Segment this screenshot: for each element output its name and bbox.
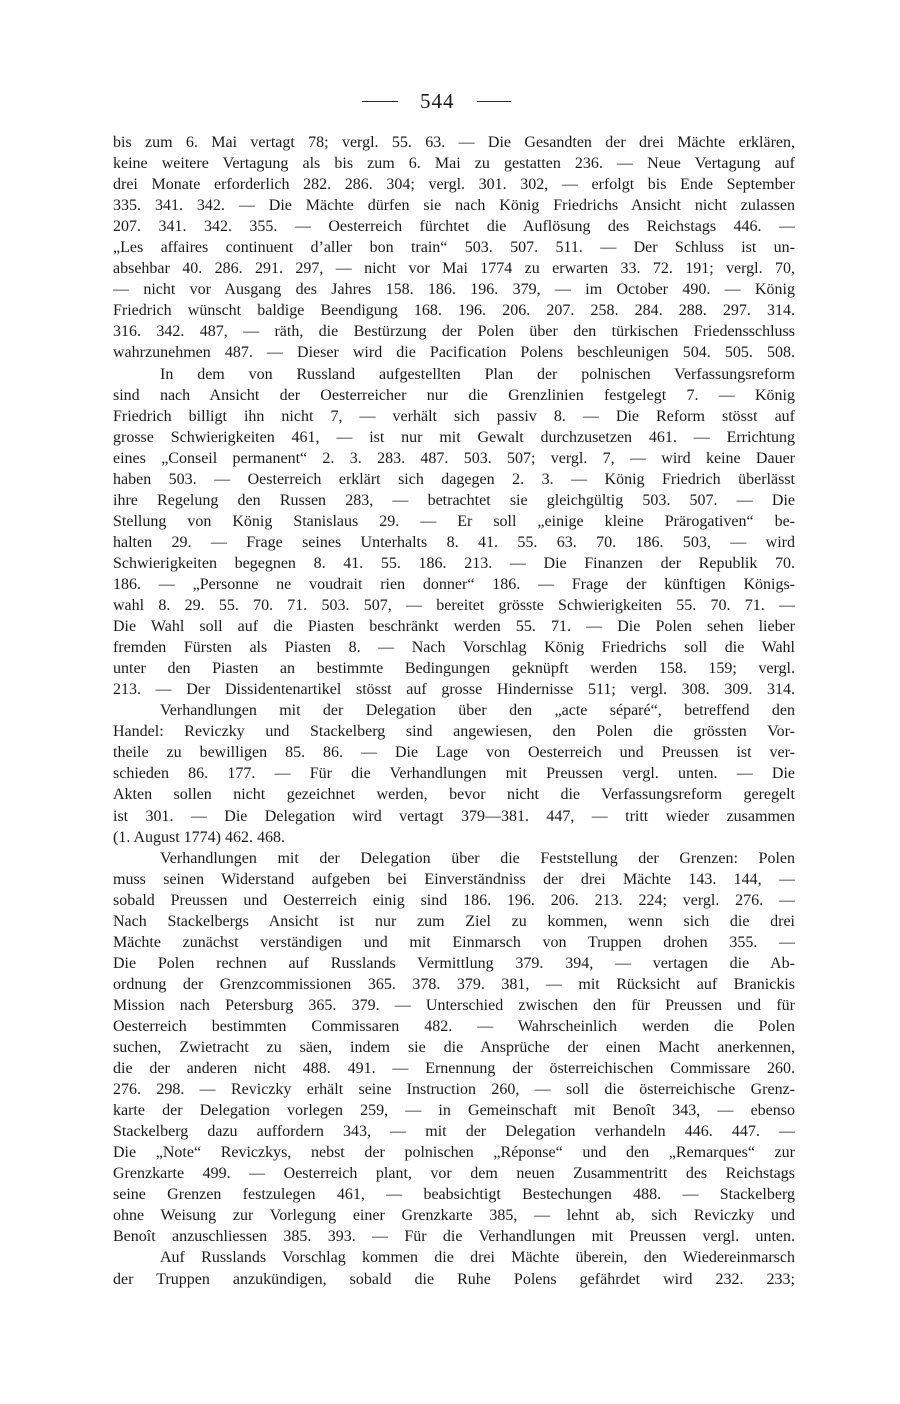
text-line: 276. 298. — Reviczky erhält seine Instruction 260, — soll die österreichische Grenz- (113, 1081, 795, 1099)
text-line: ihre Regelung den Russen 283, — betrachtet sie gleichgültig 503. 507. — Die (113, 491, 795, 509)
text-line: halten 29. — Frage seines Unterhalts 8. 41. 55. 63. 70. 186. 503, — wird (113, 533, 795, 551)
text-line: 186. — „Personne ne voudrait rien donner“ 186. — Frage der künftigen Königs- (113, 575, 795, 593)
text-line: — nicht vor Ausgang des Jahres 158. 186. 196. 379, — im October 490. — König (113, 281, 795, 299)
header-rule-right (477, 101, 511, 102)
paragraph (113, 848, 795, 1248)
paragraph (113, 1247, 795, 1289)
text-line: Akten sollen nicht gezeichnet werden, bevor nicht die Verfassungsreform geregelt (113, 786, 795, 804)
text-line: wahl 8. 29. 55. 70. 71. 503. 507, — bereitet grösste Schwierigkeiten 55. 70. 71. — (113, 597, 795, 615)
text-line: schieden 86. 177. — Für die Verhandlungen mit Preussen vergl. unten. — Die (113, 765, 795, 783)
text-line: Friedrich wünscht baldige Beendigung 168. 196. 206. 207. 258. 284. 288. 297. 314. (113, 302, 795, 320)
text-line: die der anderen nicht 488. 491. — Ernennung der österreichischen Commissare 260. (113, 1060, 795, 1078)
body-text (113, 132, 795, 1290)
text-line: seine Grenzen festzulegen 461, — beabsichtigt Bestechungen 488. — Stackelberg (113, 1186, 795, 1204)
text-line: Die „Note“ Reviczkys, nebst der polnischen „Réponse“ und den „Remarques“ zur (113, 1144, 795, 1162)
text-line: wahrzunehmen 487. — Dieser wird die Pacification Polens beschleunigen 504. 505. 508. (113, 344, 795, 362)
text-line: Stackelberg dazu auffordern 343, — mit der Delegation verhandeln 446. 447. — (113, 1123, 795, 1141)
text-line: Handel: Reviczky und Stackelberg sind angewiesen, den Polen die grössten Vor- (113, 723, 795, 741)
text-line: drei Monate erforderlich 282. 286. 304; vergl. 301. 302, — erfolgt bis Ende September (113, 176, 795, 194)
text-line: ordnung der Grenzcommissionen 365. 378. 379. 381, — mit Rücksicht auf Branickis (113, 975, 795, 993)
text-line: Oesterreich bestimmten Commissaren 482. — Wahrscheinlich werden die Polen (113, 1017, 795, 1035)
text-line: Stellung von König Stanislaus 29. — Er soll „einige kleine Prärogativen“ be- (113, 512, 795, 530)
text-line: sobald Preussen und Oesterreich einig sind 186. 196. 206. 213. 224; vergl. 276. — (113, 891, 795, 909)
text-line: fremden Fürsten als Piasten 8. — Nach Vorschlag König Friedrichs soll die Wahl (113, 639, 795, 657)
text-line: Friedrich billigt ihn nicht 7, — verhält sich passiv 8. — Die Reform stösst auf (113, 407, 795, 425)
text-line: karte der Delegation vorlegen 259, — in Gemeinschaft mit Benoît 343, — ebenso (113, 1102, 795, 1120)
paragraph (113, 364, 795, 701)
text-line: (1. August 1774) 462. 468. (113, 828, 285, 846)
page-number: 544 (420, 89, 455, 113)
text-line: eines „Conseil permanent“ 2. 3. 283. 487. 503. 507; vergl. 7, — wird keine Dauer (113, 449, 795, 467)
text-line: absehbar 40. 286. 291. 297, — nicht vor Mai 1774 zu erwarten 33. 72. 191; vergl. 70, (113, 260, 795, 278)
text-line: 316. 342. 487, — räth, die Bestürzung der Polen über den türkischen Friedensschluss (113, 323, 795, 341)
text-line: Verhandlungen mit der Delegation über den „acte séparé“, betreffend den (160, 702, 795, 720)
text-line: In dem von Russland aufgestellten Plan der polnischen Verfassungsreform (160, 365, 795, 383)
paragraph (113, 132, 795, 364)
text-line: unter den Piasten an bestimmte Bedingungen geknüpft werden 158. 159; vergl. (113, 660, 795, 678)
text-line: suchen, Zwietracht zu säen, indem sie die Ansprüche der einen Macht anerkennen, (113, 1039, 795, 1057)
text-line: Die Polen rechnen auf Russlands Vermittlung 379. 394, — vertagen die Ab- (113, 954, 795, 972)
text-line: grosse Schwierigkeiten 461, — ist nur mit Gewalt durchzusetzen 461. — Errichtung (113, 428, 795, 446)
text-line: theile zu bewilligen 85. 86. — Die Lage von Oesterreich und Preussen ist ver- (113, 744, 795, 762)
text-line: 335. 341. 342. — Die Mächte dürfen sie nach König Friedrichs Ansicht nicht zulassen (113, 197, 795, 215)
text-line: „Les affaires continuent d’aller bon train“ 503. 507. 511. — Der Schluss ist un- (113, 239, 795, 257)
text-line: ohne Weisung zur Vorlegung einer Grenzkarte 385, — lehnt ab, sich Reviczky und (113, 1207, 795, 1225)
text-line: bis zum 6. Mai vertagt 78; vergl. 55. 63. — Die Gesandten der drei Mächte erklären, (113, 134, 795, 151)
header-rule-left (362, 101, 398, 102)
text-line: ist 301. — Die Delegation wird vertagt 379—381. 447, — tritt wieder zusammen (113, 807, 795, 825)
text-line: Nach Stackelbergs Ansicht ist nur zum Ziel zu kommen, wenn sich die drei (113, 912, 795, 930)
text-line: Mächte zunächst verständigen und mit Einmarsch von Truppen drohen 355. — (113, 933, 795, 951)
text-line: 207. 341. 342. 355. — Oesterreich fürchtet die Auflösung des Reichstags 446. — (113, 218, 795, 236)
text-line: sind nach Ansicht der Oesterreicher nur die Grenzlinien festgelegt 7. — König (113, 386, 795, 404)
text-line: der Truppen anzukündigen, sobald die Ruhe Polens gefährdet wird 232. 233; (113, 1270, 795, 1288)
text-line: muss seinen Widerstand aufgeben bei Einverständniss der drei Mächte 143. 144, — (113, 870, 795, 888)
text-line: Mission nach Petersburg 365. 379. — Unterschied zwischen den für Preussen und für (113, 996, 795, 1014)
text-line: Grenzkarte 499. — Oesterreich plant, vor dem neuen Zusammentritt des Reichstags (113, 1165, 795, 1183)
text-line: 213. — Der Dissidentenartikel stösst auf grosse Hindernisse 511; vergl. 308. 309. 314. (113, 681, 795, 699)
text-line: haben 503. — Oesterreich erklärt sich dagegen 2. 3. — König Friedrich überlässt (113, 470, 795, 488)
text-line: Verhandlungen mit der Delegation über die Feststellung der Grenzen: Polen (160, 849, 795, 867)
text-line: Die Wahl soll auf die Piasten beschränkt werden 55. 71. — Die Polen sehen lieber (113, 618, 795, 636)
text-line: keine weitere Vertagung als bis zum 6. Mai zu gestatten 236. — Neue Vertagung auf (113, 155, 795, 173)
paragraph (113, 700, 795, 847)
page-header (362, 88, 511, 114)
text-line: Auf Russlands Vorschlag kommen die drei Mächte überein, den Wiedereinmarsch (160, 1249, 795, 1267)
text-line: Schwierigkeiten begegnen 8. 41. 55. 186. 213. — Die Finanzen der Republik 70. (113, 554, 795, 572)
text-line: Benoît anzuschliessen 385. 393. — Für die Verhandlungen mit Preussen vergl. unten. (113, 1228, 795, 1246)
